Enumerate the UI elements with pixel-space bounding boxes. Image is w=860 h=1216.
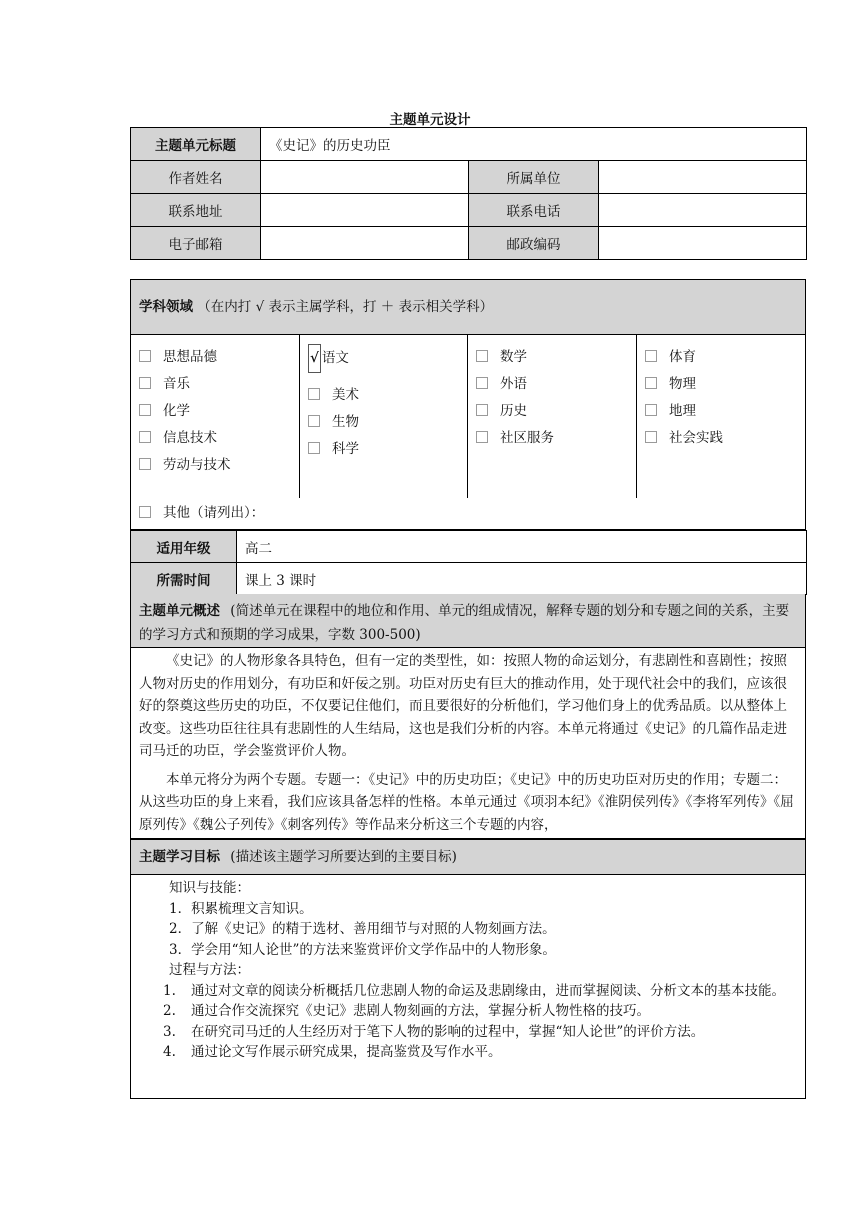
unit-field[interactable]	[599, 161, 807, 194]
info-table	[130, 127, 807, 260]
overview-header	[131, 594, 805, 648]
knowledge-item: 3．学会用“知人论世”的方法来鉴赏评价文学作品中的人物形象。	[169, 941, 556, 958]
checkbox-icon[interactable]	[139, 350, 151, 362]
author-field[interactable]	[261, 161, 469, 194]
checkbox-icon[interactable]	[476, 404, 488, 416]
objectives-header	[131, 840, 805, 875]
phone-label: 联系电话	[469, 194, 599, 227]
subject-option[interactable]: 信息技术	[139, 425, 291, 452]
checkbox-icon[interactable]	[645, 404, 657, 416]
subject-option[interactable]: 社会实践	[645, 425, 797, 452]
checkbox-icon[interactable]	[645, 431, 657, 443]
checkbox-icon[interactable]	[139, 431, 151, 443]
unit-label: 所属单位	[469, 161, 599, 194]
checkbox-icon[interactable]	[139, 404, 151, 416]
objectives-section	[130, 839, 806, 1099]
subject-option[interactable]: 社区服务	[476, 425, 628, 452]
checkbox-icon[interactable]	[308, 415, 320, 427]
checkbox-icon[interactable]	[139, 377, 151, 389]
subject-option-checked[interactable]: √ 语文	[308, 344, 459, 373]
objectives-title: 主题学习目标	[139, 849, 220, 865]
email-label: 电子邮箱	[131, 227, 261, 260]
postcode-label: 邮政编码	[469, 227, 599, 260]
overview-paragraph-1: 《史记》的人物形象各具特色，但有一定的类型性，如：按照人物的命运划分，有悲剧性和喜剧性；按照人物对历史的作用划分，有功臣和奸佞之别。功臣对历史有巨大的推动作用，处于现代社会中的我们，应该很好的祭奠这些历史的功臣，不仅要记住他们，而且要很好的分析他们，学习他们身上的优秀品质。以从整体上改变。这些功臣往往具有悲剧性的人生结局，这也是我们分析的内容。本单元将通过《史记》的几篇作品走进司马迁的功臣，学会鉴赏评价人物。	[139, 653, 787, 759]
subject-column-4	[636, 335, 805, 498]
checkmark-icon[interactable]: √	[308, 344, 321, 373]
subject-option[interactable]: 化学	[139, 398, 291, 425]
postcode-field[interactable]	[599, 227, 807, 260]
subject-option[interactable]: 美术	[308, 382, 459, 409]
time-value: 课上 3 课时	[237, 563, 807, 595]
email-field[interactable]	[261, 227, 469, 260]
subject-column-1	[131, 335, 299, 498]
subject-area-header	[131, 280, 805, 335]
checkbox-icon[interactable]	[139, 458, 151, 470]
subject-option[interactable]: 历史	[476, 398, 628, 425]
subject-option[interactable]: 地理	[645, 398, 797, 425]
subject-option[interactable]: 劳动与技术	[139, 452, 291, 479]
subject-option[interactable]: 思想品德	[139, 344, 291, 371]
objectives-note: (描述该主题学习所要达到的主要目标)	[230, 849, 457, 865]
checkbox-icon[interactable]	[476, 377, 488, 389]
process-item: 1. 通过对文章的阅读分析概括几位悲剧人物的命运及悲剧缘由，进而掌握阅读、分析文本的基本技能。	[163, 982, 785, 999]
subject-option[interactable]: 体育	[645, 344, 797, 371]
process-item: 2. 通过合作交流探究《史记》悲剧人物刻画的方法，掌握分析人物性格的技巧。	[163, 1003, 650, 1019]
time-label: 所需时间	[131, 563, 237, 595]
unit-title-label: 主题单元标题	[131, 128, 261, 161]
phone-field[interactable]	[599, 194, 807, 227]
address-field[interactable]	[261, 194, 469, 227]
address-label: 联系地址	[131, 194, 261, 227]
knowledge-heading: 知识与技能：	[169, 880, 250, 896]
subject-option[interactable]: 生物	[308, 409, 459, 436]
subject-other-row[interactable]	[131, 498, 805, 528]
author-label: 作者姓名	[131, 161, 261, 194]
objectives-body	[131, 875, 805, 1063]
subject-option[interactable]: 物理	[645, 371, 797, 398]
checkbox-icon[interactable]	[476, 350, 488, 362]
checkbox-icon[interactable]	[645, 350, 657, 362]
checkbox-icon[interactable]	[476, 431, 488, 443]
subject-area-note: （在内打 √ 表示主属学科，打 ＋ 表示相关学科）	[197, 299, 494, 315]
subject-option[interactable]: 科学	[308, 436, 459, 463]
document-title: 主题单元设计	[389, 112, 471, 128]
knowledge-item: 2．了解《史记》的精于选材、善用细节与对照的人物刻画方法。	[169, 921, 556, 937]
unit-title-value: 《史记》的历史功臣	[261, 128, 807, 161]
knowledge-item: 1．积累梳理文言知识。	[169, 900, 313, 917]
subject-option[interactable]: 数学	[476, 344, 628, 371]
overview-body	[131, 648, 805, 838]
subject-column-2	[299, 335, 467, 498]
overview-title: 主题单元概述	[139, 603, 220, 619]
subject-option[interactable]: 音乐	[139, 371, 291, 398]
subject-area-section	[130, 279, 806, 530]
subject-column-3	[467, 335, 636, 498]
overview-note: (简述单元在课程中的地位和作用、单元的组成情况，解释专题的划分和专题之间的关系，主要的学习方式和预期的学习成果，字数 300-500)	[139, 603, 790, 643]
overview-section	[130, 594, 806, 839]
subject-area-title: 学科领域	[139, 299, 193, 315]
process-item: 3. 在研究司马迁的人生经历对于笔下人物的影响的过程中，掌握“知人论世”的评价方法。	[163, 1023, 705, 1040]
grade-label: 适用年级	[131, 531, 237, 563]
process-item: 4. 通过论文写作展示研究成果，提高鉴赏及写作水平。	[163, 1044, 502, 1060]
checkbox-icon[interactable]	[139, 506, 151, 518]
grade-value: 高二	[237, 531, 807, 563]
checkbox-icon[interactable]	[308, 442, 320, 454]
subject-other-label: 其他（请列出）：	[163, 505, 265, 521]
checkbox-icon[interactable]	[645, 377, 657, 389]
subject-option[interactable]: 外语	[476, 371, 628, 398]
checkbox-icon[interactable]	[308, 388, 320, 400]
subject-columns	[131, 335, 805, 498]
process-heading: 过程与方法：	[169, 962, 250, 978]
overview-paragraph-2: 本单元将分为两个专题。专题一：《史记》中的历史功臣；《史记》中的历史功臣对历史的作用；专题二：从这些功臣的身上来看，我们应该具备怎样的性格。本单元通过《项羽本纪》《淮阴侯列传》《李将军列传》《屈原列传》《魏公子列传》《刺客列传》等作品来分析这三个专题的内容，	[139, 771, 794, 833]
grade-time-table	[130, 530, 807, 595]
